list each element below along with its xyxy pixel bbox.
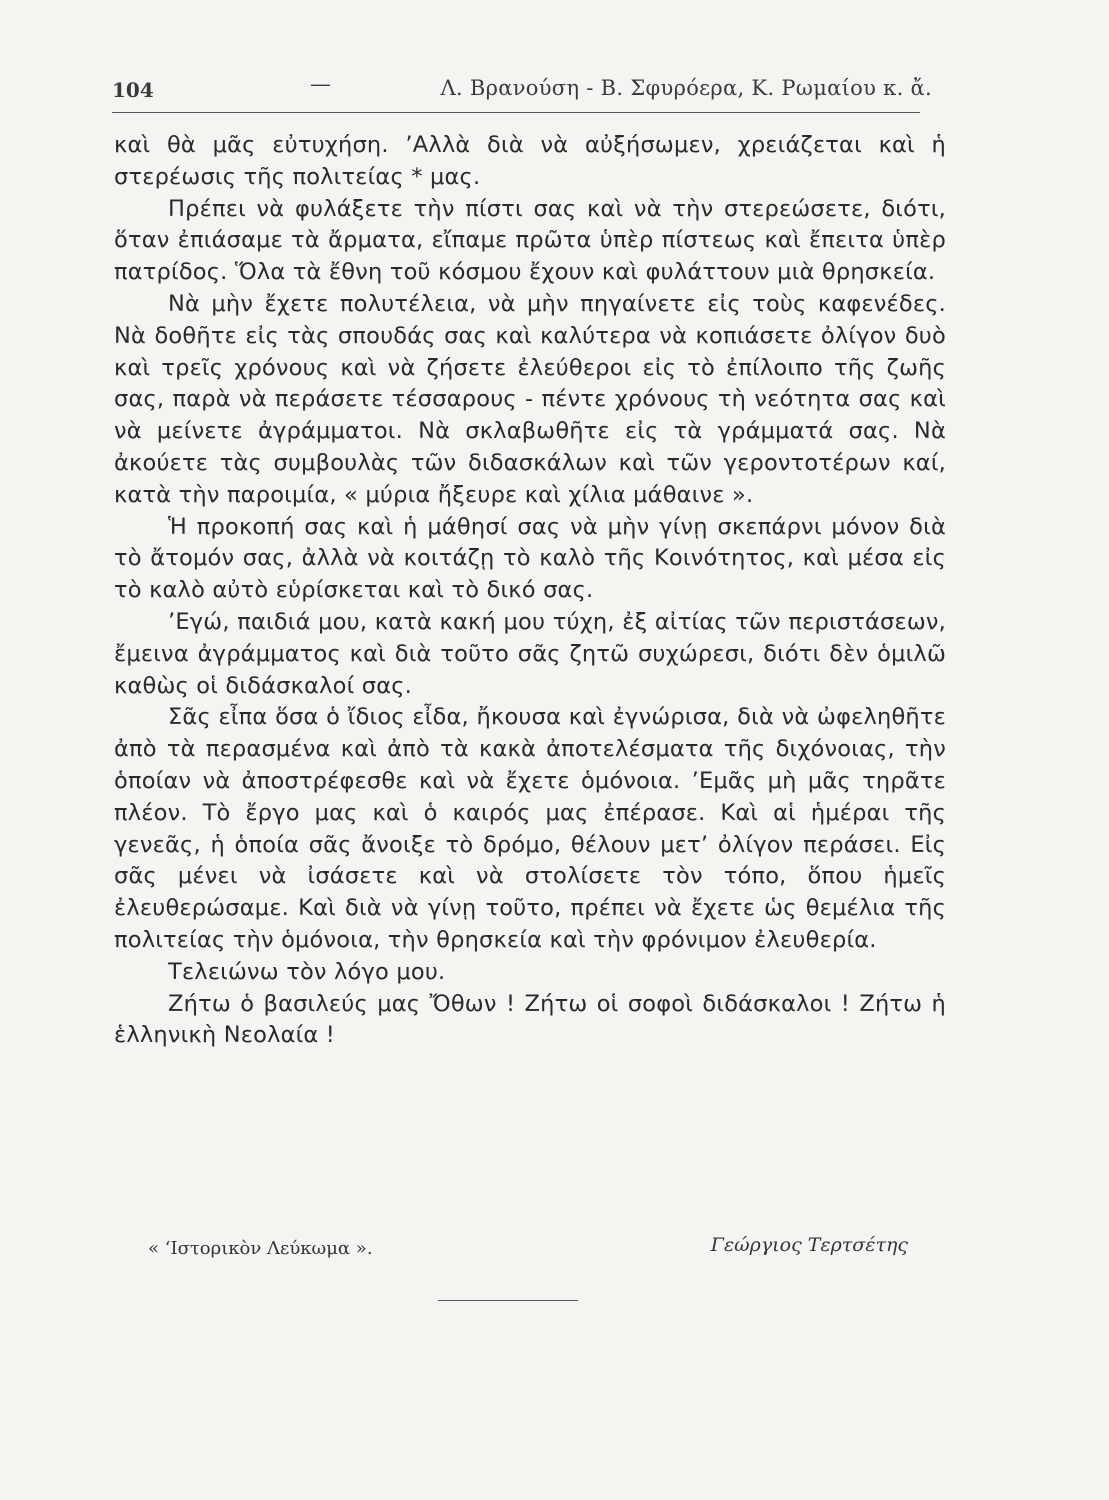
source-citation: « ‘Ιστορικὸν Λεύκωμα ». — [148, 1238, 373, 1259]
running-head: Λ. Βρανούση - Β. Σφυρόερα, Κ. Ρωμαίου κ. ἄ. — [440, 76, 932, 100]
paragraph-3: Νὰ μὴν ἔχετε πολυτέλεια, νὰ μὴν πηγαίνετε εἰς τοὺς καφενέδες. Νὰ δοθῆτε εἰς τὰς σπουδάς σας καὶ καλύτερα νὰ κοπιάσετε ὀλίγον δυὸ καὶ τρεῖς χρόνους καὶ νὰ ζήσετε ἐλεύθεροι εἰς τὸ ἐπίλοιπο τῆς ζωῆς σας, παρὰ νὰ περάσετε τέσσαρους - πέντε χρόνους τὴ νεότητα σας καὶ νὰ μείνετε ἀγράμματοι. Νὰ σκλαβωθῆτε εἰς τὰ γράμματά σας. Νὰ ἀκούετε τὰς συμβουλὰς τῶν διδασκάλων καὶ τῶν γεροντοτέρων καί, κατὰ τὴν παροιμία, « μύρια ἤξευρε καὶ χίλια μάθαινε ». — [114, 290, 946, 508]
body-text — [114, 130, 946, 1052]
paragraph-2: Πρέπει νὰ φυλάξετε τὴν πίστι σας καὶ νὰ τὴν στερεώσετε, διότι, ὅταν ἐπιάσαμε τὰ ἄρματα, εἴπαμε πρῶτα ὑπὲρ πίστεως καὶ ἔπειτα ὑπὲρ πατρίδος. Ὅλα τὰ ἔθνη τοῦ κόσμου ἔχουν καὶ φυλάττουν μιὰ θρησκεία. — [114, 195, 946, 286]
paragraph-7: Τελειώνω τὸν λόγο μου. — [168, 958, 446, 985]
header-dash: — — [310, 72, 331, 96]
paragraph-1: καὶ θὰ μᾶς εὐτυχήση. ’Αλλὰ διὰ νὰ αὐξήσωμεν, χρειάζεται καὶ ἡ στερέωσις τῆς πολιτείας * μας. — [114, 132, 946, 190]
paragraph-6: Σᾶς εἶπα ὅσα ὁ ἴδιος εἶδα, ἤκουσα καὶ ἐγνώρισα, διὰ νὰ ὠφεληθῆτε ἀπὸ τὰ περασμένα καὶ ἀπὸ τὰ κακὰ ἀποτελέσματα τῆς διχόνοιας, τὴν ὁποίαν νὰ ἀποστρέφεσθε καὶ νὰ ἔχετε ὁμόνοια. ’Εμᾶς μὴ μᾶς τηρᾶτε πλέον. Τὸ ἔργο μας καὶ ὁ καιρός μας ἐπέρασε. Καὶ αἱ ἡμέραι τῆς γενεᾶς, ἡ ὁποία σᾶς ἄνοιξε τὸ δρόμο, θέλουν μετ’ ὀλίγον περάσει. Εἰς σᾶς μένει νὰ ἰσάσετε καὶ νὰ στολίσετε τὸν τόπο, ὅπου ἡμεῖς ἐλευθερώσαμε. Καὶ διὰ νὰ γίνῃ τοῦτο, πρέπει νὰ ἔχετε ὡς θεμέλια τῆς πολιτείας τὴν ὁμόνοια, τὴν θρησκεία καὶ τὴν φρόνιμον ἐλευθερία. — [114, 704, 946, 953]
paragraph-4: Ἡ προκοπή σας καὶ ἡ μάθησί σας νὰ μὴν γίνῃ σκεπάρνι μόνον διὰ τὸ ἄτομόν σας, ἀλλὰ νὰ κοιτάζῃ τὸ καλὸ τῆς Κοινότητος, καὶ μέσα εἰς τὸ καλὸ αὐτὸ εὑρίσκεται καὶ τὸ δικό σας. — [114, 513, 946, 604]
end-rule — [438, 1300, 578, 1301]
paragraph-8: Ζήτω ὁ βασιλεύς μας Ὄθων ! Ζήτω οἱ σοφοὶ διδάσκαλοι ! Ζήτω ἡ ἑλληνικὴ Νεολαία ! — [114, 990, 946, 1049]
paragraph-5: ’Εγώ, παιδιά μου, κατὰ κακή μου τύχη, ἐξ αἰτίας τῶν περιστάσεων, ἔμεινα ἀγράμματος καὶ διὰ τοῦτο σᾶς ζητῶ συχώρεσι, διότι δὲν ὁμιλῶ καθὼς οἱ διδάσκαλοί σας. — [114, 608, 946, 699]
page-footer — [148, 1230, 918, 1270]
page-header — [112, 72, 932, 106]
header-rule — [112, 112, 920, 113]
author-signature: Γεώργιος Τερτσέτης — [710, 1234, 908, 1256]
page-number: 104 — [112, 78, 154, 102]
